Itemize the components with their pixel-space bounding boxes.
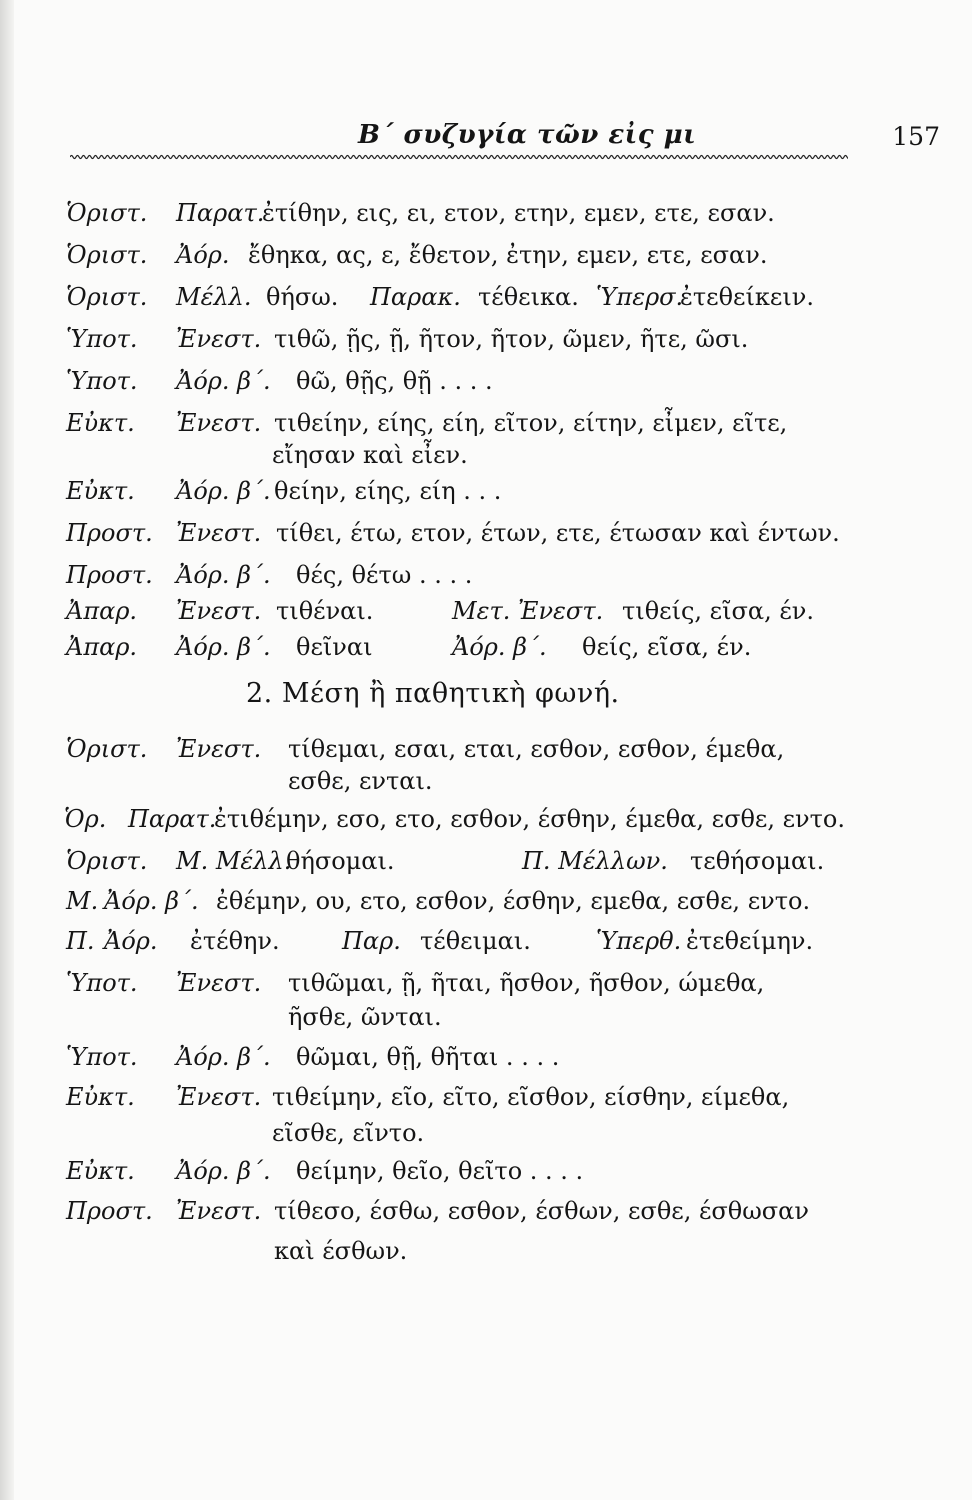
section-heading: 2. Μέση ἢ παθητικὴ φωνή. xyxy=(246,678,620,709)
tense-label: Ἀόρ. β΄. xyxy=(176,633,271,661)
mood-label: Ὁριστ. xyxy=(66,847,148,875)
verb-forms: τιθείς, εῖσα, έν. xyxy=(622,597,815,625)
tense-label: Μ. Μέλλ. xyxy=(176,847,292,875)
page-number: 157 xyxy=(892,122,940,151)
mood-label: Ὁριστ. xyxy=(66,735,148,763)
verb-forms: τέθεικα. xyxy=(478,283,579,311)
verb-forms: τιθῶμαι, ῇ, ῆται, ῆσθον, ῆσθον, ώμεθα, xyxy=(288,969,765,997)
tense-label: Μετ. Ἐνεστ. xyxy=(452,597,604,625)
tense-label: Ἐνεστ. xyxy=(176,597,262,625)
verb-forms: καὶ έσθων. xyxy=(274,1237,408,1265)
mood-label: Ὑποτ. xyxy=(66,325,138,353)
verb-forms: ἐτεθείκειν. xyxy=(680,283,814,311)
mood-label: Προστ. xyxy=(66,519,153,547)
verb-forms: τιθῶ, ῇς, ῇ, ῆτον, ῆτον, ῶμεν, ῆτε, ῶσι. xyxy=(274,325,749,353)
tense-label: Ἐνεστ. xyxy=(176,969,262,997)
mood-label: Ὑποτ. xyxy=(66,367,138,395)
tense-label: Ὑπερσ. xyxy=(596,283,684,311)
wavy-header-rule xyxy=(70,152,848,162)
tense-label: Ἀόρ. xyxy=(176,241,230,269)
verb-forms: ῆσθε, ῶνται. xyxy=(288,1003,442,1031)
tense-label: Ἐνεστ. xyxy=(176,519,262,547)
verb-forms: ἐτιθέμην, εσο, ετο, εσθον, έσθην, έμεθα, εσθε, εντο. xyxy=(214,805,845,833)
tense-label: Ἐνεστ. xyxy=(176,325,262,353)
mood-label: Εὐκτ. xyxy=(66,1157,135,1185)
tense-label: Ἀόρ. β΄. xyxy=(176,367,271,395)
tense-label: Ἀόρ. β΄. xyxy=(176,1157,271,1185)
mood-label: Ὑποτ. xyxy=(66,969,138,997)
mood-label: Μ. xyxy=(66,887,99,915)
mood-label: Ὁρ. xyxy=(64,805,107,833)
tense-label: Παρ. xyxy=(342,927,401,955)
mood-label: Προστ. xyxy=(66,1197,153,1225)
verb-forms: εἴησαν καὶ εἶεν. xyxy=(272,441,468,469)
tense-label: Ἐνεστ. xyxy=(176,1083,262,1111)
tense-label: Π. Μέλλων. xyxy=(522,847,668,875)
verb-forms: εσθε, ενται. xyxy=(288,767,433,795)
verb-forms: θείην, είης, είη . . . xyxy=(274,477,502,505)
verb-forms: θῶ, θῇς, θῇ . . . . xyxy=(296,367,493,395)
tense-label: Παρατ. xyxy=(128,805,217,833)
verb-forms: τιθέναι. xyxy=(276,597,374,625)
mood-label: Εὐκτ. xyxy=(66,409,135,437)
verb-forms: θήσω. xyxy=(266,283,339,311)
verb-forms: τίθει, έτω, ετον, έτων, ετε, έτωσαν καὶ έντων. xyxy=(276,519,840,547)
verb-forms: τιθείμην, εῖο, εῖτο, εῖσθον, είσθην, είμεθα, xyxy=(272,1083,790,1111)
verb-forms: ἐτίθην, εις, ει, ετον, ετην, εμεν, ετε, εσαν. xyxy=(262,199,775,227)
tense-label: Ὑπερθ. xyxy=(596,927,682,955)
verb-forms: τίθεσο, έσθω, εσθον, έσθων, εσθε, έσθωσαν xyxy=(274,1197,809,1225)
verb-forms: θές, θέτω . . . . xyxy=(296,561,473,589)
verb-forms: τίθεμαι, εσαι, εται, εσθον, εσθον, έμεθα, xyxy=(288,735,785,763)
verb-forms: θῶμαι, θῇ, θῆται . . . . xyxy=(296,1043,560,1071)
verb-forms: ἐτεθείμην. xyxy=(686,927,814,955)
mood-label: Προστ. xyxy=(66,561,153,589)
verb-forms: ἐτέθην. xyxy=(190,927,280,955)
verb-forms: θείμην, θεῖο, θεῖτο . . . . xyxy=(296,1157,584,1185)
verb-forms: θείς, εῖσα, έν. xyxy=(582,633,752,661)
tense-label: Ἐνεστ. xyxy=(176,1197,262,1225)
verb-forms: τέθειμαι. xyxy=(420,927,531,955)
verb-forms: θήσομαι. xyxy=(286,847,395,875)
mood-label: Π. xyxy=(66,927,95,955)
running-title: Β΄ συζυγία τῶν εἰς μι xyxy=(358,120,697,150)
mood-label: Εὐκτ. xyxy=(66,1083,135,1111)
tense-label: Ἀόρ. β΄. xyxy=(452,633,547,661)
tense-label: Ἀόρ. β΄. xyxy=(176,477,271,505)
tense-label: Μέλλ. xyxy=(176,283,252,311)
mood-label: Ὑποτ. xyxy=(66,1043,138,1071)
mood-label: Ὁριστ. xyxy=(66,283,148,311)
tense-label: Ἀόρ. β΄. xyxy=(176,1043,271,1071)
tense-label: Ἀόρ. β΄. xyxy=(104,887,199,915)
mood-label: Ὁριστ. xyxy=(66,199,148,227)
verb-forms: ἐθέμην, ου, ετο, εσθον, έσθην, εμεθα, εσθε, εντο. xyxy=(216,887,811,915)
mood-label: Ἀπαρ. xyxy=(66,597,138,625)
tense-label: Ἐνεστ. xyxy=(176,409,262,437)
tense-label: Ἀόρ. β΄. xyxy=(176,561,271,589)
verb-forms: ἔθηκα, ας, ε, ἔθετον, ἐτην, εμεν, ετε, εσαν. xyxy=(248,241,768,269)
tense-label: Παρατ. xyxy=(176,199,265,227)
mood-label: Ὁριστ. xyxy=(66,241,148,269)
tense-label: Ἐνεστ. xyxy=(176,735,262,763)
verb-forms: τεθήσομαι. xyxy=(690,847,825,875)
tense-label: Ἀόρ. xyxy=(104,927,158,955)
verb-forms: τιθείην, είης, είη, εῖτον, είτην, εἶμεν, εῖτε, xyxy=(274,409,788,437)
mood-label: Ἀπαρ. xyxy=(66,633,138,661)
mood-label: Εὐκτ. xyxy=(66,477,135,505)
page-gutter-shadow xyxy=(0,0,14,1500)
verb-forms: εῖσθε, εῖντο. xyxy=(272,1119,425,1147)
tense-label: Παρακ. xyxy=(370,283,461,311)
verb-forms: θεῖναι xyxy=(296,633,373,661)
